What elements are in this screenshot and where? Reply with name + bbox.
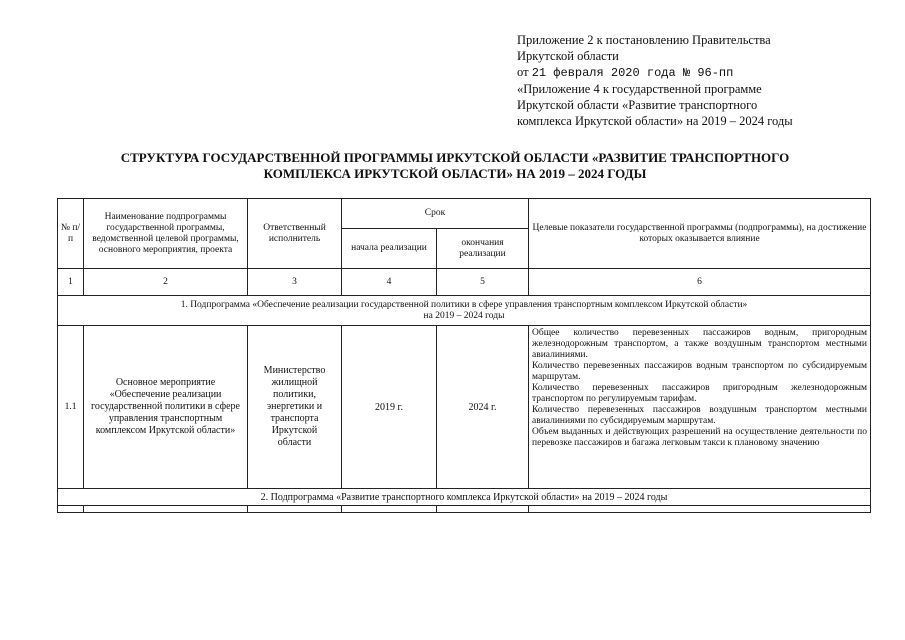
row-num: 1.1 xyxy=(58,326,84,489)
target-item: Количество перевезенных пассажиров пригородным железнодорожным транспортом по регулируемым тарифам. xyxy=(532,383,868,404)
header-start: начала реализации xyxy=(342,229,437,269)
row-executor: Министерство жилищной политики, энергетики и транспорта Иркутской области xyxy=(248,326,342,489)
header-name: Наименование подпрограммы государственной программы, ведомственной целевой программы, основного мероприятия, проекта xyxy=(84,199,248,269)
title-line-1: СТРУКТУРА ГОСУДАРСТВЕННОЙ ПРОГРАММЫ ИРКУТСКОЙ ОБЛАСТИ «РАЗВИТИЕ ТРАНСПОРТНОГО xyxy=(120,150,790,165)
subprogram-2-row xyxy=(58,489,871,506)
subprogram-1-row xyxy=(58,296,871,326)
subprogram-2-title: 2. Подпрограмма «Развитие транспортного комплекса Иркутской области» на 2019 – 2024 годы xyxy=(58,489,871,506)
header-line-3 xyxy=(517,64,877,81)
col-number: 3 xyxy=(248,269,342,296)
header-line-6: комплекса Иркутской области» на 2019 – 2024 годы xyxy=(517,114,793,128)
tail-cell xyxy=(342,506,437,513)
structure-table xyxy=(57,198,871,513)
header-num: № п/п xyxy=(58,199,84,269)
header-date-prefix: от xyxy=(517,65,529,79)
header-line-4: «Приложение 4 к государственной программе xyxy=(517,82,762,96)
table-header-row xyxy=(58,199,871,229)
header-line-5: Иркутской области «Развитие транспортного xyxy=(517,98,758,112)
row-name: Основное мероприятие «Обеспечение реализации государственной политики в сфере управления транспортным комплексом Иркутской области» xyxy=(84,326,248,489)
col-number: 2 xyxy=(84,269,248,296)
document-header xyxy=(517,32,877,129)
title-line-2: КОМПЛЕКСА ИРКУТСКОЙ ОБЛАСТИ» НА 2019 – 2024 ГОДЫ xyxy=(263,166,647,181)
header-date-number: 21 февраля 2020 года № 96-пп xyxy=(531,66,734,80)
col-number: 6 xyxy=(529,269,871,296)
tail-cell xyxy=(437,506,529,513)
table-row-1-1 xyxy=(58,326,871,489)
header-line-1: Приложение 2 к постановлению Правительства xyxy=(517,33,771,47)
document-title xyxy=(40,150,870,182)
header-line-2: Иркутской области xyxy=(517,49,619,63)
target-item: Количество перевезенных пассажиров воздушным транспортом местными авиалиниями по субсидируемым маршрутам. xyxy=(532,405,868,426)
tail-cell xyxy=(248,506,342,513)
target-item: Количество перевезенных пассажиров водным транспортом по субсидируемым маршрутам. xyxy=(532,361,868,382)
row-start: 2019 г. xyxy=(342,326,437,489)
target-item: Объем выданных и действующих разрешений на осуществление деятельности по перевозке пассажиров и багажа легковым такси к плановому значению xyxy=(532,427,868,448)
row-end: 2024 г. xyxy=(437,326,529,489)
tail-cell xyxy=(529,506,871,513)
col-number: 4 xyxy=(342,269,437,296)
header-end: окончания реализации xyxy=(437,229,529,269)
col-number: 1 xyxy=(58,269,84,296)
target-item: Общее количество перевезенных пассажиров водным, пригородным железнодорожным транспортом, а также воздушным транспортом местными авиалиниями. xyxy=(532,328,868,360)
row-targets xyxy=(529,326,871,489)
subprogram-1-line-1: 1. Подпрограмма «Обеспечение реализации государственной политики в сфере управления транспортным комплексом Иркутской области» xyxy=(180,299,748,310)
tail-cell xyxy=(84,506,248,513)
col-number: 5 xyxy=(437,269,529,296)
subprogram-1-line-2: на 2019 – 2024 годы xyxy=(423,310,505,321)
tail-cell xyxy=(58,506,84,513)
column-numbers-row xyxy=(58,269,871,296)
header-targets: Целевые показатели государственной программы (подпрограммы), на достижение которых оказывается влияние xyxy=(529,199,871,269)
table-tail-row xyxy=(58,506,871,513)
header-executor: Ответственный исполнитель xyxy=(248,199,342,269)
subprogram-1-title xyxy=(58,296,871,326)
header-term: Срок xyxy=(342,199,529,229)
